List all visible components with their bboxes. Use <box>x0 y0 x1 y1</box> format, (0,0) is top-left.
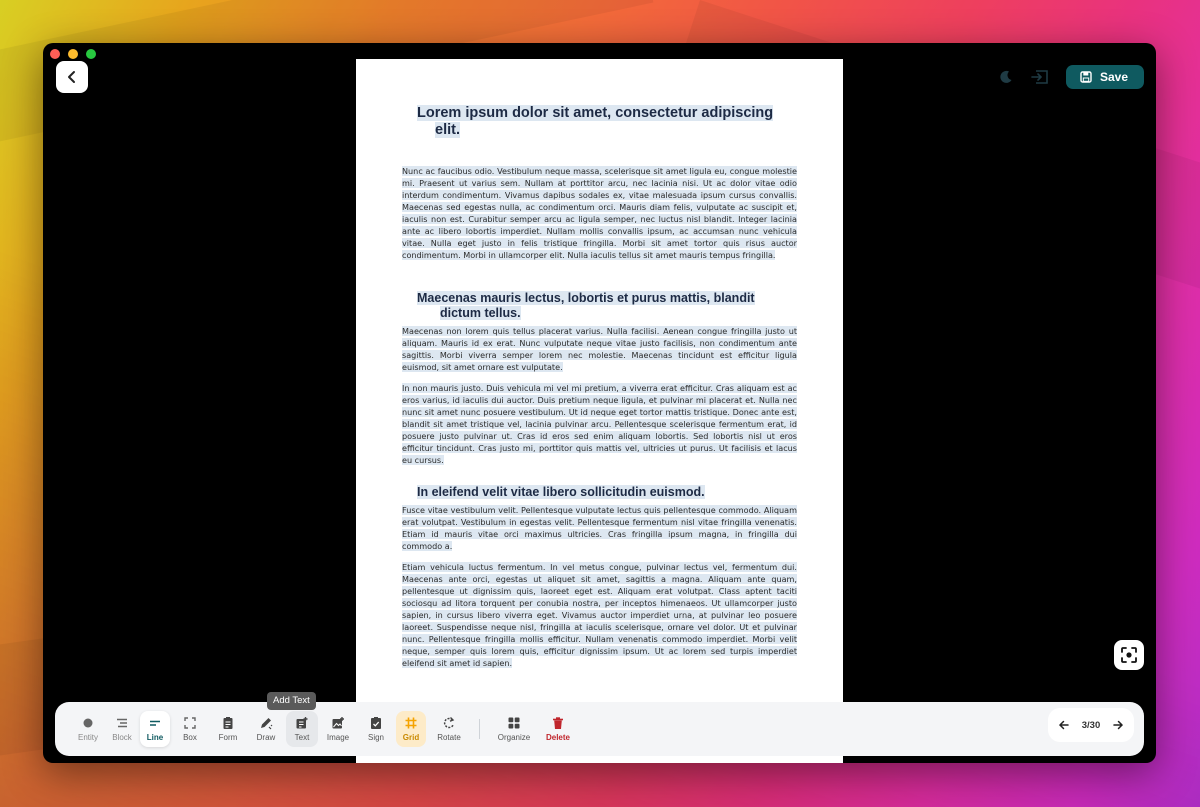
section-heading-2[interactable]: In eleifend velit vitae libero sollicitudin euismod. <box>417 485 705 499</box>
tool-rotate[interactable]: Rotate <box>428 711 470 747</box>
block-lines-icon <box>115 716 129 730</box>
arrow-right-icon <box>1112 719 1124 731</box>
arrow-left-icon <box>1058 719 1070 731</box>
paragraph-4[interactable]: Fusce vitae vestibulum velit. Pellentesque vulputate lectus quis pellentesque commodo. Aliquam erat volutpat. Vestibulum in egestas velit. Pellentesque fermentum nisl vitae fringilla venenatis. Etiam id mauris vitae orci maximus ultricies. Cras fringilla ipsum magna, in fringilla dui commodo a. <box>402 505 797 551</box>
sign-check-icon <box>369 716 383 730</box>
toolbar-separator <box>479 719 480 739</box>
tool-box[interactable]: Box <box>172 711 208 747</box>
tool-image[interactable]: Image <box>320 711 356 747</box>
moon-icon <box>998 69 1014 85</box>
rotate-icon <box>442 716 456 730</box>
back-button[interactable] <box>56 61 88 93</box>
paragraph-2[interactable]: Maecenas non lorem quis tellus placerat varius. Nulla facilisi. Aenean congue fringilla justo ut aliquam. Mauris id ex erat. Nunc vulputate neque vitae justo facilisis, non condimentum ante sagittis. Morbi viverra semper lorem nec molestie. Maecenas tincidunt est efficitur ligula euismod, sit amet ornare est vulputate. <box>402 326 797 372</box>
theme-toggle-button[interactable] <box>994 65 1018 89</box>
organize-icon <box>507 716 521 730</box>
fullscreen-button[interactable] <box>1114 640 1144 670</box>
app-window <box>43 43 1156 763</box>
paragraph-5[interactable]: Etiam vehicula luctus fermentum. In vel metus congue, pulvinar lectus vel, fermentum dui. Maecenas ante orci, egestas ut aliquet sit amet, sagittis a magna. Aliquam ante quam, pellentesque ut dignissim quis, laoreet eget est. Aliquam erat volutpat. Class aptent taciti sociosqu ad litora torquent per conubia nostra, per inceptos himenaeos. Ut ullamcorper justo sapien, in cursus libero viverra eget. Vivamus auctor imperdiet urna, at pulvinar leo posuere laoreet. Suspendisse neque nisl, fringilla at iaculis scelerisque, ornare vel dolor. Ut et pulvinar nunc. Pellentesque fringilla mollis efficitur. Nullam venenatis commodo imperdiet. Morbi velit neque, semper quis lorem quis, efficitur dignissim ipsum. Ut ac lorem sed turpis imperdiet eleifend sit amet id sapien. <box>402 562 797 668</box>
grid-icon <box>404 716 418 730</box>
page-navigator <box>1048 708 1134 742</box>
focus-frame-icon <box>1120 646 1138 664</box>
tool-entity[interactable]: Entity <box>72 711 104 747</box>
paragraph-3[interactable]: In non mauris justo. Duis vehicula mi vel mi pretium, a viverra erat efficitur. Cras aliquam est ac eros varius, id iaculis dui auctor. Duis pretium neque ligula, et pulvinar mi placerat et. Nulla nec nunc sit amet nunc posuere vestibulum. Ut id neque eget tortor mattis tristique. Donec ante est, blandit sit amet tristique vel, lacinia pulvinar arcu. Pellentesque scelerisque fermentum erat, id posuere justo pulvinar ut. Cras id eros sed enim aliquam lobortis. Sed lobortis nisl ut eros efficitur tincidunt. Cras justo mi, porttitor quis mattis vel, ultricies ut purus. Ut facilisis et lacus eu cursus. <box>402 383 797 465</box>
save-icon <box>1080 71 1092 83</box>
tool-grid[interactable]: Grid <box>396 711 426 747</box>
tool-block[interactable]: Block <box>106 711 138 747</box>
bottom-toolbar <box>55 702 1144 756</box>
tool-organize[interactable]: Organize <box>493 711 535 747</box>
save-button[interactable] <box>1066 65 1144 89</box>
trash-icon <box>551 716 565 730</box>
window-controls <box>50 49 96 59</box>
box-corners-icon <box>183 716 197 730</box>
zoom-window-button[interactable] <box>86 49 96 59</box>
exit-icon <box>1030 68 1050 86</box>
page-counter: 3/30 <box>1081 719 1101 731</box>
minimize-window-button[interactable] <box>68 49 78 59</box>
pencil-icon <box>259 716 273 730</box>
exit-button[interactable] <box>1028 65 1052 89</box>
tool-draw[interactable]: Draw <box>248 711 284 747</box>
section-heading-1[interactable]: Maecenas mauris lectus, lobortis et purus mattis, blandit dictum tellus. <box>417 291 755 320</box>
header-actions <box>994 65 1144 89</box>
tool-sign[interactable]: Sign <box>358 711 394 747</box>
add-image-icon <box>331 716 345 730</box>
close-window-button[interactable] <box>50 49 60 59</box>
tool-tooltip: Add Text <box>267 692 316 710</box>
chevron-left-icon <box>64 69 80 85</box>
document-page[interactable] <box>356 59 843 763</box>
prev-page-button[interactable] <box>1056 717 1072 733</box>
tool-list <box>71 708 580 750</box>
tool-text[interactable]: Text <box>286 711 318 747</box>
tool-form[interactable]: Form <box>210 711 246 747</box>
save-button-label: Save <box>1099 70 1128 84</box>
tool-line[interactable]: Line <box>140 711 170 747</box>
add-text-icon <box>295 716 309 730</box>
line-icon <box>148 716 162 730</box>
dot-icon <box>81 716 95 730</box>
paragraph-1[interactable]: Nunc ac faucibus odio. Vestibulum neque massa, scelerisque sit amet ligula eu, congue molestie mi. Praesent ut varius sem. Nullam at porttitor arcu, nec lacinia nisi. Ut ac dolor vitae odio interdum condimentum. Vivamus dapibus sodales ex, vitae malesuada ipsum cursus convallis. Maecenas sed egestas nulla, ac condimentum orci. Mauris diam felis, vulputate ac suscipit et, iaculis non est. Curabitur semper arcu ac ligula semper, nec luctus nisl blandit. Integer lacinia ante ac libero lobortis imperdiet. Nullam mollis convallis ipsum, ac accumsan nunc vehicula vitae. Nulla eget justo in felis tristique fringilla. Morbi sit amet tortor quis risus auctor condimentum. Morbi in ullamcorper elit. Nulla iaculis tellus sit amet mauris tempus fringilla. <box>402 166 797 260</box>
document-title[interactable]: Lorem ipsum dolor sit amet, consectetur adipiscing elit. <box>417 105 774 138</box>
clipboard-icon <box>221 716 235 730</box>
tool-delete[interactable]: Delete <box>537 711 579 747</box>
next-page-button[interactable] <box>1110 717 1126 733</box>
